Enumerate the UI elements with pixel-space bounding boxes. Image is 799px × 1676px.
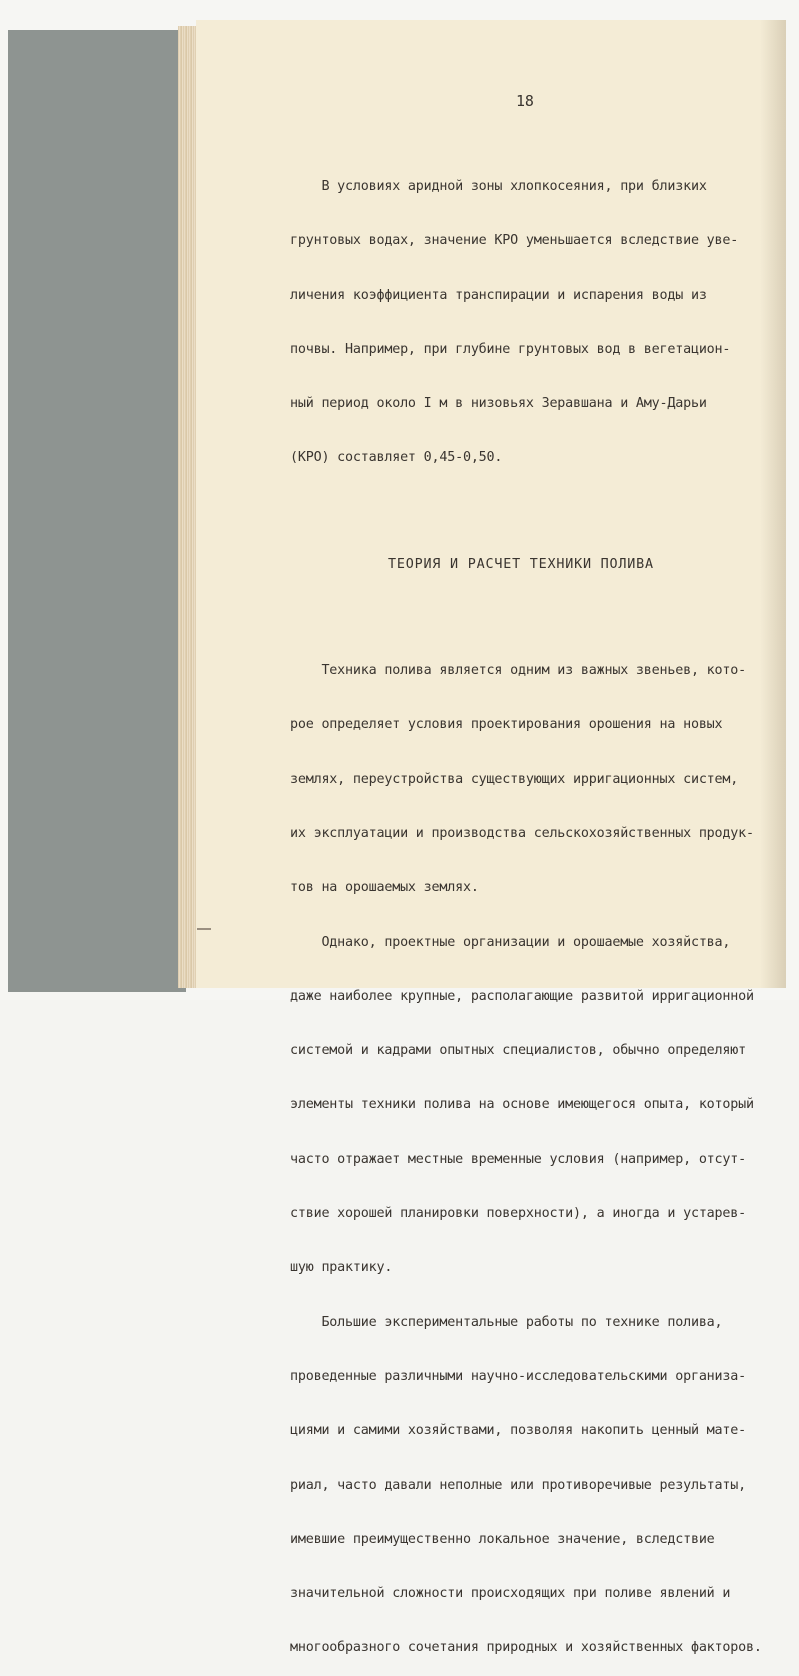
text-line: тов на орошаемых землях. — [290, 880, 479, 896]
text-line: рое определяет условия проектирования орошения на новых — [290, 717, 723, 733]
text-line: почвы. Например, при глубине грунтовых вод в вегетацион- — [290, 341, 731, 357]
page-number: 18 — [516, 92, 534, 110]
text-line: шую практику. — [290, 1260, 393, 1276]
text-line: ный период около I м в низовьях Зеравшана и Аму-Дарьи — [290, 396, 707, 412]
text-line: землях, переустройства существующих ирригационных систем, — [290, 771, 739, 787]
text-line: значительной сложности происходящих при поливе явлений и — [290, 1586, 731, 1602]
text-line: даже наиболее крупные, располагающие развитой ирригационной — [290, 988, 754, 1004]
text-line: (КРО) составляет 0,45-0,50. — [290, 450, 503, 466]
text-line: В условиях аридной зоны хлопкосеяния, при близких — [290, 179, 707, 194]
text-line: проведенные различными научно-исследовательскими организа- — [290, 1368, 746, 1384]
spacer — [290, 501, 762, 523]
text-line: ствие хорошей планировки поверхности), а иногда и устарев- — [290, 1206, 746, 1222]
text-line: Однако, проектные организации и орошаемые хозяйства, — [290, 934, 731, 950]
text-line: часто отражает местные временные условия (например, отсут- — [290, 1151, 746, 1167]
text-line: их эксплуатации и производства сельскохозяйственных продук- — [290, 825, 754, 841]
text-line: многообразного сочетания природных и хозяйственных факторов. — [290, 1640, 762, 1656]
text-line: элементы техники полива на основе имеющегося опыта, который — [290, 1097, 754, 1113]
text-line: имевшие преимущественно локальное значение, вследствие — [290, 1531, 715, 1547]
scanner-background-panel — [8, 30, 186, 992]
page-text — [290, 145, 762, 1676]
text-line: Большие экспериментальные работы по технике полива, — [290, 1314, 723, 1330]
text-line: личения коэффициента транспирации и испарения воды из — [290, 287, 707, 303]
spacer — [290, 607, 762, 629]
binding-shadow — [760, 20, 786, 988]
text-line: грунтовых водах, значение КРО уменьшается вследствие уве- — [290, 233, 739, 249]
pencil-mark — [197, 928, 211, 930]
text-line: циями и самими хозяйствами, позволяя накопить ценный мате- — [290, 1423, 746, 1439]
text-line: Техника полива является одним из важных звеньев, кото- — [290, 663, 746, 679]
text-line: риал, часто давали неполные или противоречивые результаты, — [290, 1477, 746, 1493]
text-line: системой и кадрами опытных специалистов, обычно определяют — [290, 1043, 746, 1059]
section-heading: ТЕОРИЯ И РАСЧЕТ ТЕХНИКИ ПОЛИВА — [388, 556, 654, 572]
